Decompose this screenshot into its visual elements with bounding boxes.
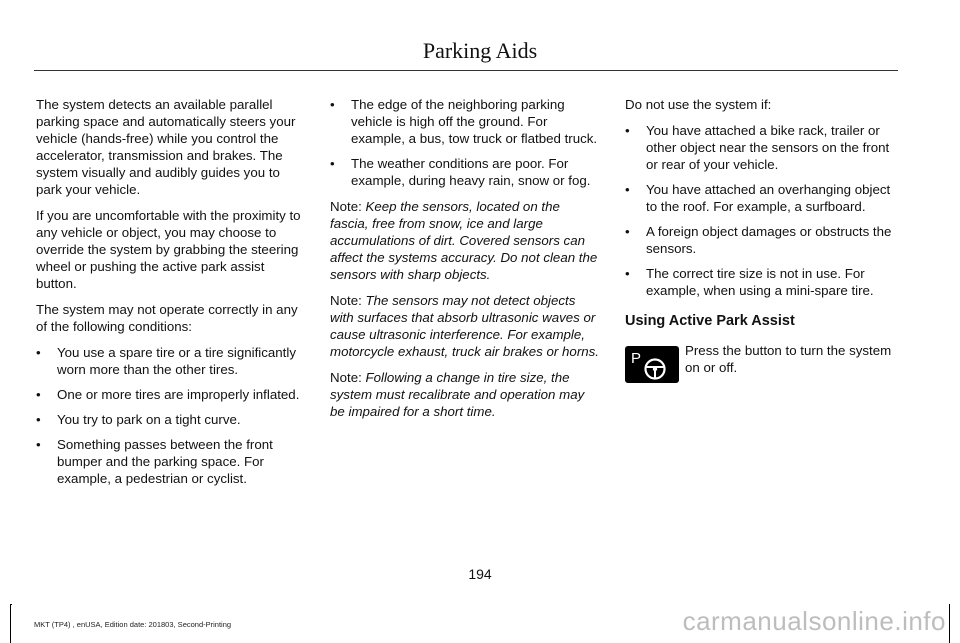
list-item: • The weather conditions are poor. For example, during heavy rain, snow or fog.: [330, 155, 602, 189]
conditions-list: [36, 344, 306, 487]
page-number: 194: [468, 566, 492, 582]
note: [330, 369, 602, 420]
note-text: Following a change in tire size, the system must recalibrate and operation may be impaired for a short time.: [330, 370, 585, 419]
list-item: • The correct tire size is not in use. For example, when using a mini-spare tire.: [625, 265, 897, 299]
column-1: [36, 96, 306, 496]
active-park-assist-icon: [625, 346, 679, 383]
note-label: Note:: [330, 293, 362, 308]
crop-mark: [10, 604, 11, 643]
section-heading: Using Active Park Assist: [625, 313, 795, 329]
paragraph: The system may not operate correctly in any of the following conditions:: [36, 302, 298, 334]
header-divider: [34, 70, 898, 71]
list-item: • You try to park on a tight curve.: [36, 411, 306, 428]
note-text: The sensors may not detect objects with surfaces that absorb ultrasonic waves or cause ultrasonic interference. For example, motorcycle exhaust, truck air brakes or horns.: [330, 293, 599, 359]
note-label: Note:: [330, 199, 362, 214]
column-3: [625, 96, 897, 376]
park-assist-instruction: [625, 342, 897, 376]
crop-mark: [949, 604, 950, 643]
list-item: • One or more tires are improperly inflated.: [36, 386, 306, 403]
do-not-use-list: [625, 122, 897, 299]
note-text: Keep the sensors, located on the fascia, free from snow, ice and large accumulations of dirt. Covered sensors can affect the systems accuracy. Do not clean the sensors with sharp objects.: [330, 199, 598, 282]
park-letter-icon: P: [631, 350, 642, 367]
note: [330, 292, 602, 360]
column-2: [330, 96, 602, 429]
list-item: • You have attached an overhanging object to the roof. For example, a surfboard.: [625, 181, 897, 215]
crop-mark: [10, 604, 12, 605]
watermark: carmanualsonline.info: [682, 606, 946, 636]
conditions-list-continued: [330, 96, 602, 189]
list-item: • You have attached a bike rack, trailer or other object near the sensors on the front or rear of your vehicle.: [625, 122, 897, 173]
note: [330, 198, 602, 283]
list-item: • The edge of the neighboring parking vehicle is high off the ground. For example, a bus, tow truck or flatbed truck.: [330, 96, 602, 147]
paragraph: The system detects an available parallel parking space and automatically steers your vehicle (hands-free) while you control the accelerator, transmission and brakes. The system visually and audibly guides you to park your vehicle.: [36, 97, 296, 197]
note-label: Note:: [330, 370, 362, 385]
list-item: • Something passes between the front bumper and the parking space. For example, a pedestrian or cyclist.: [36, 436, 306, 487]
paragraph: Do not use the system if:: [625, 97, 772, 112]
list-item: • You use a spare tire or a tire significantly worn more than the other tires.: [36, 344, 306, 378]
footer-edition: MKT (TP4) , enUSA, Edition date: 201803, Second-Printing: [34, 620, 232, 629]
paragraph: If you are uncomfortable with the proximity to any vehicle or object, you may choose to override the system by grabbing the steering wheel or pushing the active park assist button.: [36, 208, 301, 291]
park-assist-text: Press the button to turn the system on or off.: [685, 343, 892, 375]
list-item: • A foreign object damages or obstructs the sensors.: [625, 223, 897, 257]
page-title: Parking Aids: [422, 38, 538, 63]
